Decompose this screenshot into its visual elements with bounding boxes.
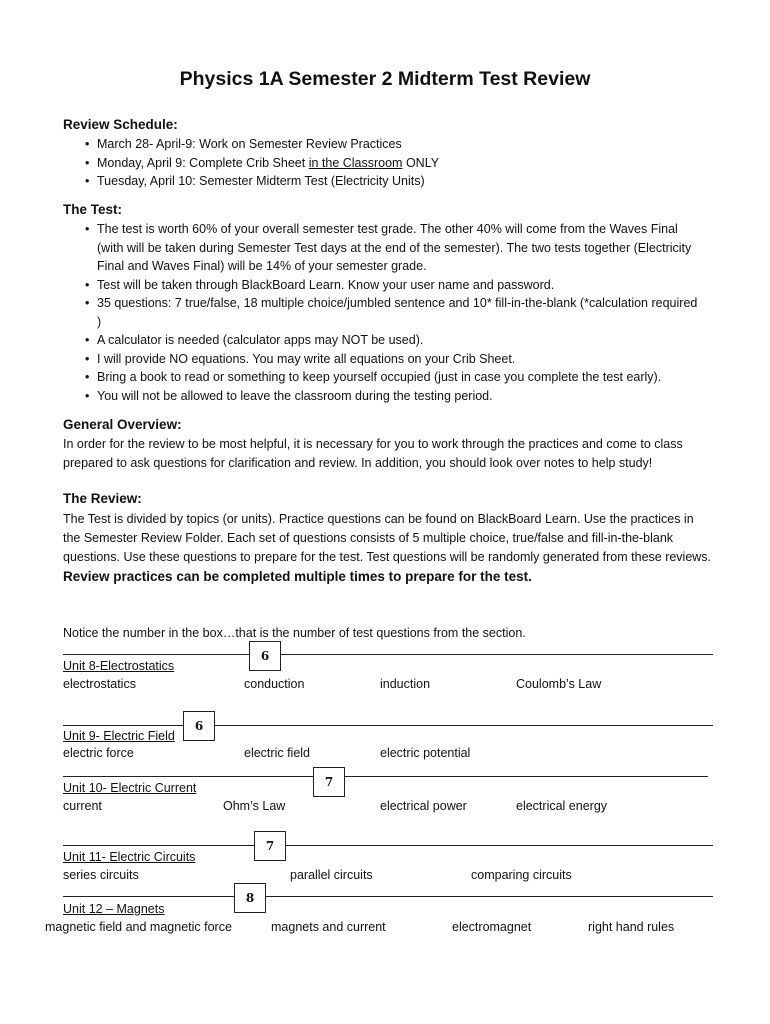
- unit-topic: magnets and current: [271, 920, 386, 934]
- unit-topic: electric force: [63, 746, 134, 760]
- unit-topic: Coulomb’s Law: [516, 677, 602, 691]
- unit-topic: Ohm’s Law: [223, 799, 286, 813]
- unit-title: Unit 8-Electrostatics: [63, 659, 175, 673]
- unit-topic: magnetic field and magnetic force: [45, 920, 232, 934]
- review-heading: The Review:: [63, 491, 142, 506]
- section-divider: [63, 725, 713, 726]
- test-item: • Test will be taken through BlackBoard Learn. Know your user name and password.: [63, 276, 703, 295]
- schedule-item-text: Monday, April 9: Complete Crib Sheet: [97, 155, 309, 170]
- section-divider: [63, 654, 713, 655]
- unit-title: Unit 9- Electric Field: [63, 729, 175, 743]
- unit-topic: comparing circuits: [471, 868, 572, 882]
- schedule-item-underlined: in the Classroom: [308, 155, 403, 170]
- question-count-box: 8: [234, 883, 266, 913]
- overview-text: In order for the review to be most helpful, it is necessary for you to work through the practices and come to class prepared to ask questions for clarification and review. In addition, you should look over notes to help study!: [63, 437, 683, 470]
- page-title: Physics 1A Semester 2 Midterm Test Review: [179, 68, 591, 90]
- unit-topic: current: [63, 799, 102, 813]
- unit-topic: induction: [380, 677, 431, 691]
- unit-title: Unit 11- Electric Circuits: [63, 850, 196, 864]
- schedule-item: [63, 154, 703, 173]
- unit-topic: conduction: [244, 677, 305, 691]
- unit-title: Unit 12 – Magnets: [63, 902, 165, 916]
- test-item: • Bring a book to read or something to keep yourself occupied (just in case you complete the test early).: [63, 368, 703, 387]
- test-item: • I will provide NO equations. You may write all equations on your Crib Sheet.: [63, 350, 703, 369]
- test-heading: The Test:: [63, 202, 123, 217]
- question-count-box: 7: [313, 767, 345, 797]
- schedule-item: • March 28- April-9: Work on Semester Review Practices: [63, 135, 703, 154]
- test-item: • 35 questions: 7 true/false, 18 multiple choice/jumbled sentence and 10* fill-in-the-blank (*calculation required ): [63, 294, 703, 331]
- test-list: [63, 220, 703, 405]
- test-item: • You will not be allowed to leave the classroom during the testing period.: [63, 387, 703, 406]
- test-item: • A calculator is needed (calculator apps may NOT be used).: [63, 331, 703, 350]
- question-count-box: 7: [254, 831, 286, 861]
- test-item: • The test is worth 60% of your overall semester test grade. The other 40% will come from the Waves Final (with will be taken during Semester Test days at the end of the semester). The two tests together (Electricity Final and Waves Final) will be 14% of your semester grade.: [63, 220, 703, 276]
- section-divider: [63, 896, 713, 897]
- question-count-box: 6: [183, 711, 215, 741]
- review-paragraph: [63, 510, 713, 587]
- review-text: The Test is divided by topics (or units). Practice questions can be found on BlackBoard Learn. Use the practices in the Semester Review Folder. Each set of questions consists of 5 multiple choice, true/false and fill-in-the-blank questions. Use these questions to prepare for the test. Test questions will be randomly generated from these reviews.: [63, 512, 712, 564]
- schedule-item-text: ONLY: [402, 155, 440, 170]
- unit-topic: series circuits: [63, 868, 139, 882]
- schedule-item: • Tuesday, April 10: Semester Midterm Test (Electricity Units): [63, 172, 703, 191]
- unit-topic: electric field: [244, 746, 310, 760]
- overview-heading: General Overview:: [63, 417, 182, 432]
- unit-topic: electrostatics: [63, 677, 136, 691]
- unit-topic: electrical power: [380, 799, 467, 813]
- schedule-heading: Review Schedule:: [63, 117, 178, 132]
- unit-title: Unit 10- Electric Current: [63, 781, 197, 795]
- notice-text: Notice the number in the box…that is the number of test questions from the section.: [63, 626, 526, 640]
- unit-topic: electrical energy: [516, 799, 608, 813]
- schedule-list: [63, 135, 703, 191]
- unit-topic: electric potential: [380, 746, 471, 760]
- question-count-box: 6: [249, 641, 281, 671]
- unit-topic: parallel circuits: [290, 868, 373, 882]
- unit-topic: electromagnet: [452, 920, 532, 934]
- section-divider: [63, 845, 713, 846]
- section-divider: [63, 776, 708, 777]
- review-bold-text: Review practices can be completed multiple times to prepare for the test.: [63, 569, 532, 584]
- unit-topic: right hand rules: [588, 920, 675, 934]
